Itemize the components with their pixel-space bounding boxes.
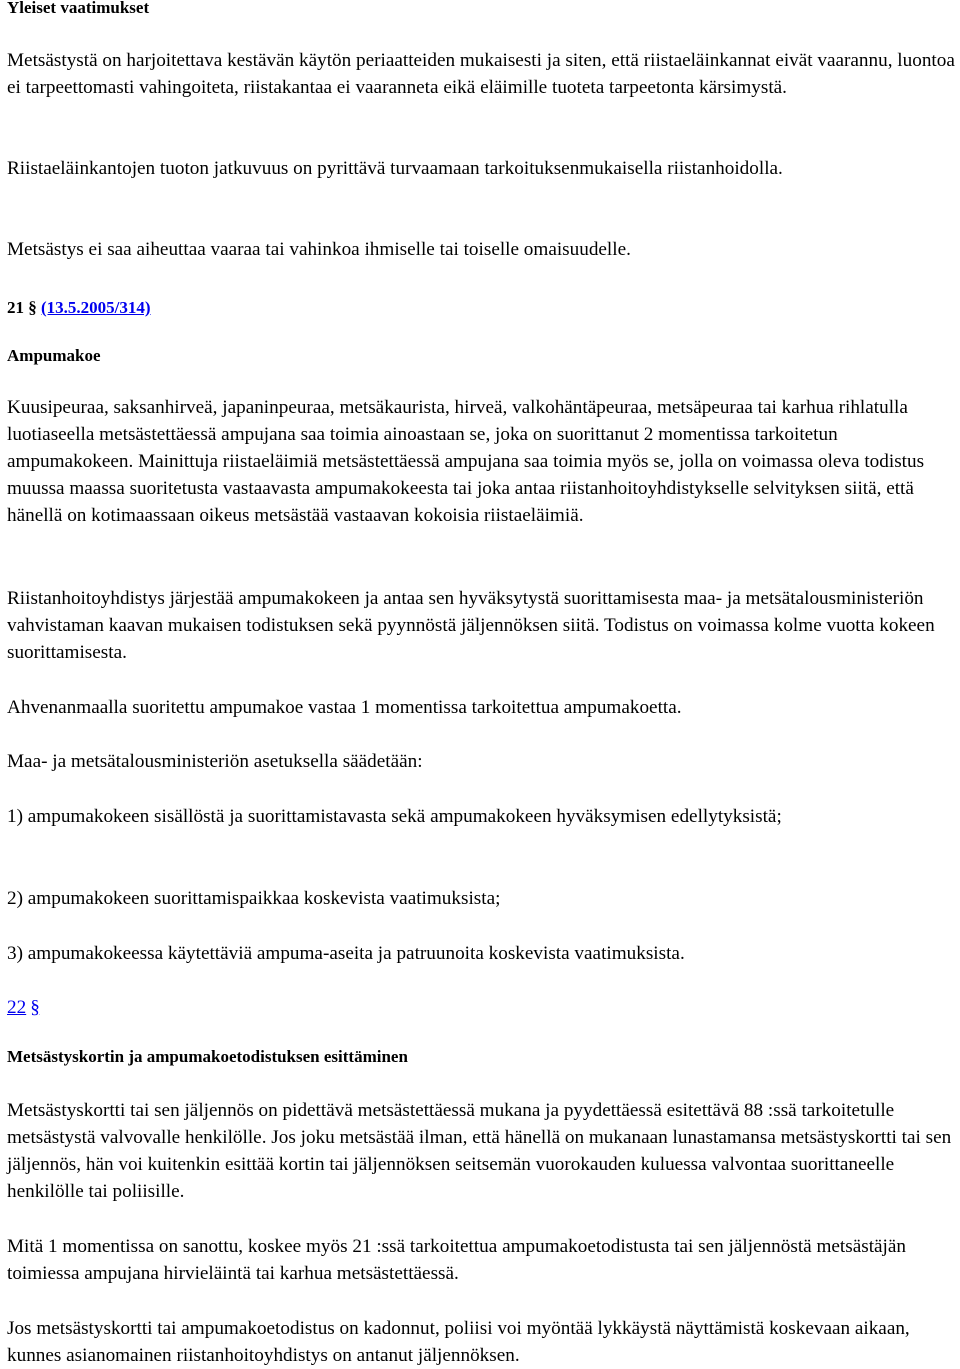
section-21-list-item-2: 2) ampumakokeen suorittamispaikkaa koskevista vaatimuksista; bbox=[7, 888, 501, 909]
section-21-header bbox=[7, 297, 959, 319]
section-22-title: Metsästyskortin ja ampumakoetodistuksen esittäminen bbox=[7, 1047, 408, 1066]
section-21-paragraph-4: Maa- ja metsätalousministeriön asetuksella säädetään: bbox=[7, 751, 423, 772]
general-paragraph-3: Metsästys ei saa aiheuttaa vaaraa tai vahinkoa ihmiselle tai toiselle omaisuudelle. bbox=[7, 239, 631, 260]
section-22-header bbox=[7, 997, 959, 1019]
section-21-list-item-3: 3) ampumakokeessa käytettäviä ampuma-aseita ja patruunoita koskevista vaatimuksista. bbox=[7, 943, 685, 964]
general-paragraph-1: Metsästystä on harjoitettava kestävän käytön periaatteiden mukaisesti ja siten, että riistaeläinkannat eivät vaarannu, luontoa ei tarpeettomasti vahingoiteta, riistakantaa ei vaaranneta eikä eläimille tuoteta tarpeetonta kärsimystä. bbox=[7, 50, 955, 98]
section-21-paragraph-1: Kuusipeuraa, saksanhirveä, japaninpeuraa, metsäkauristа, hirveä, valkohäntäpeuraa, metsäpeuraa tai karhua rihlatulla luotiaseella metsästettäessä ampujana saa toimia ainoastaan se, joka on suorittanut 2 momentissa tarkoitetun ampumakokeen. Mainittuja riistaeläimiä metsästettäessä ampujana saa toimia myös se, jolla on voimassa oleva todistus muussa maassa suoritetusta vastaavasta ampumakokeesta tai joka antaa riistanhoitoyhdistykselle selvityksen siitä, että hänellä on kotimaassaan oikeus metsästää vastaavan kokoisia riistaeläimiä. bbox=[7, 397, 925, 526]
section-21-paragraph-2: Riistanhoitoyhdistys järjestää ampumakokeen ja antaa sen hyväksytystä suorittamisesta maa- ja metsätalousministeriön vahvistaman kaavan mukaisen todistuksen sekä pyynnöstä jäljennöksen siitä. Todistus on voimassa kolme vuotta kokeen suorittamisesta. bbox=[7, 588, 935, 663]
section-22-number: 22 bbox=[7, 997, 27, 1018]
section-heading: Yleiset vaatimukset bbox=[7, 0, 150, 17]
section-21-paragraph-3: Ahvenanmaalla suoritettu ampumakoe vastaa 1 momentissa tarkoitettua ampumakoetta. bbox=[7, 697, 682, 718]
section-symbol: § bbox=[28, 298, 37, 317]
section-21-list-item-1: 1) ampumakokeen sisällöstä ja suorittamistavasta sekä ampumakokeen hyväksymisen edellytyksistä; bbox=[7, 806, 782, 827]
section-22-paragraph-2: Mitä 1 momentissa on sanottu, koskee myös 21 :ssä tarkoitettua ampumakoetodistusta tai sen jäljennöstä metsästäjän toimiessa ampujana hirvieläintä tai karhua metsästettäessä. bbox=[7, 1236, 906, 1284]
section-22-link[interactable] bbox=[7, 997, 40, 1018]
section-22-paragraph-3: Jos metsästyskortti tai ampumakoetodistus on kadonnut, poliisi voi myöntää lykkäystä näyttämistä koskevaan aikaan, kunnes asianomainen riistanhoitoyhdistys on antanut jäljennöksen. bbox=[7, 1318, 910, 1366]
section-21-number: 21 bbox=[7, 298, 24, 317]
section-21-title: Ampumakoe bbox=[7, 346, 101, 365]
section-22-paragraph-1: Metsästyskortti tai sen jäljennös on pidettävä metsästettäessä mukana ja pyydettäessä esitettävä 88 :ssä tarkoitetulle metsästystä valvovalle henkilölle. Jos joku metsästää ilman, että hänellä on mukanaan lunastamansa metsästyskortti tai sen jäljennös, hän voi kuitenkin esittää kortin tai jäljennöksen seitsemän vuorokauden kuluessa valvontaa suorittaneelle henkilölle tai poliisille. bbox=[7, 1100, 952, 1202]
section-symbol: § bbox=[30, 997, 40, 1018]
general-paragraph-2: Riistaeläinkantojen tuoton jatkuvuus on pyrittävä turvaamaan tarkoituksenmukaisella riistanhoidolla. bbox=[7, 158, 783, 179]
section-21-amendment-link[interactable]: (13.5.2005/314) bbox=[41, 298, 151, 317]
